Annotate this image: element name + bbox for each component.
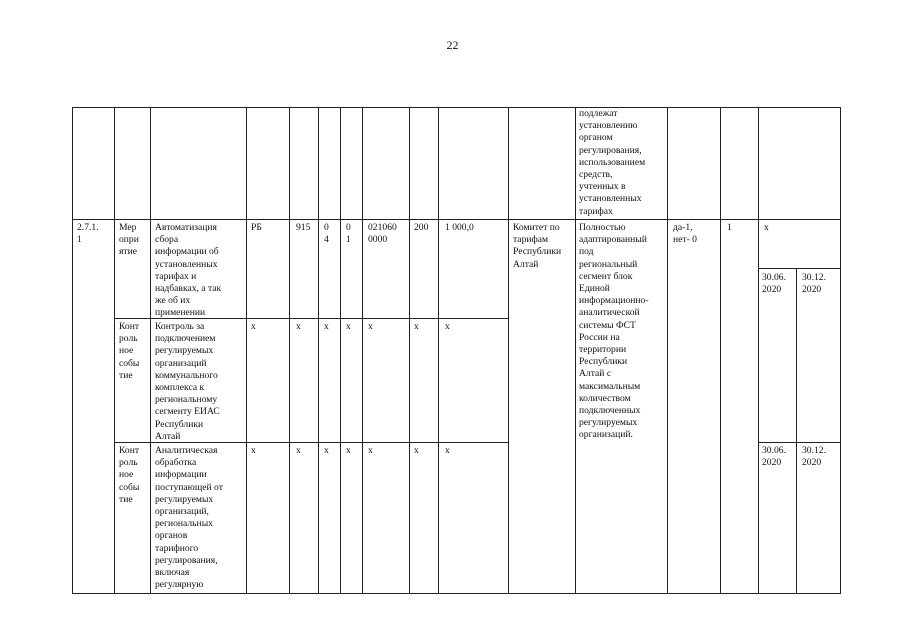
event2-type: Конт роль ное собы тие (119, 445, 140, 505)
row-divider (758, 442, 841, 443)
measure-name: Автоматизация сбора информации об установленных тарифах и надбавках, а так же об их применении (155, 222, 222, 319)
measure-effect: Полностью адаптированный под региональный сегмент блок Единой информационно- аналитической системы ФСТ России на территории Республики Алтай с максимальным количеством подключенных регулируемых организаций. (579, 222, 649, 441)
measure-grbs: 915 (296, 222, 311, 233)
measure-budget: РБ (251, 222, 262, 233)
measure-pr: 0 1 (346, 222, 351, 246)
event1-csr-x: x (368, 321, 373, 332)
measure-mark: x (764, 222, 769, 233)
col-divider (575, 107, 576, 594)
measure-vr: 200 (414, 222, 429, 233)
col-divider (340, 107, 341, 594)
event2-vr-x: x (414, 445, 419, 456)
col-divider (150, 107, 151, 594)
page-number: 22 (446, 38, 459, 52)
event2-pr-x: x (346, 445, 351, 456)
col-divider (508, 107, 509, 594)
measure-plan: 1 (727, 222, 732, 233)
prev-effect-text: подлежат установлению органом регулирования, использованием средств, учтенных в установленных тарифах (579, 108, 646, 217)
event1-name: Контроль за подключением регулируемых организаций коммунального комплекса к региональному сегменту ЕИАС Республики Алтай (155, 321, 220, 442)
col-divider (246, 107, 247, 594)
col-divider (840, 107, 841, 594)
col-divider (362, 107, 363, 594)
col-divider (289, 107, 290, 594)
row-divider (758, 268, 841, 269)
event1-amount-x: x (445, 321, 450, 332)
event1-vr-x: x (414, 321, 419, 332)
measure-amount: 1 000,0 (445, 222, 474, 233)
measure-date-end: 30.12. 2020 (802, 272, 826, 296)
event2-name: Аналитическая обработка информации поступающей от регулируемых организаций, региональных органов тарифного регулирования, включая регулярную (155, 445, 223, 591)
col-divider (667, 107, 668, 594)
table-border-top (72, 107, 841, 108)
event1-type: Конт роль ное собы тие (119, 321, 140, 381)
measure-csr: 021060 0000 (368, 222, 397, 246)
event2-date-end: 30.12. 2020 (802, 445, 826, 469)
event1-grbs-x: x (296, 321, 301, 332)
event2-amount-x: x (445, 445, 450, 456)
col-divider (438, 107, 439, 594)
event2-csr-x: x (368, 445, 373, 456)
event2-budget-x: x (251, 445, 256, 456)
event1-pr-x: x (346, 321, 351, 332)
event1-rz-x: x (324, 321, 329, 332)
measure-type: Мер опри ятие (119, 222, 139, 258)
event2-date-start: 30.06. 2020 (762, 445, 786, 469)
col-divider (318, 107, 319, 594)
row-divider (72, 219, 841, 220)
col-divider (758, 107, 759, 594)
table-border-bottom (72, 593, 841, 594)
col-divider (409, 107, 410, 594)
event2-grbs-x: x (296, 445, 301, 456)
event2-rz-x: x (324, 445, 329, 456)
measure-executor: Комитет по тарифам Республики Алтай (513, 222, 562, 270)
col-divider (796, 268, 797, 594)
measure-number: 2.7.1. 1 (77, 222, 99, 246)
measure-rz: 0 4 (324, 222, 329, 246)
col-divider (720, 107, 721, 594)
col-divider (114, 107, 115, 594)
measure-date-start: 30.06. 2020 (762, 272, 786, 296)
measure-indicator: да-1, нет- 0 (673, 222, 697, 246)
col-divider (72, 107, 73, 594)
event1-budget-x: x (251, 321, 256, 332)
